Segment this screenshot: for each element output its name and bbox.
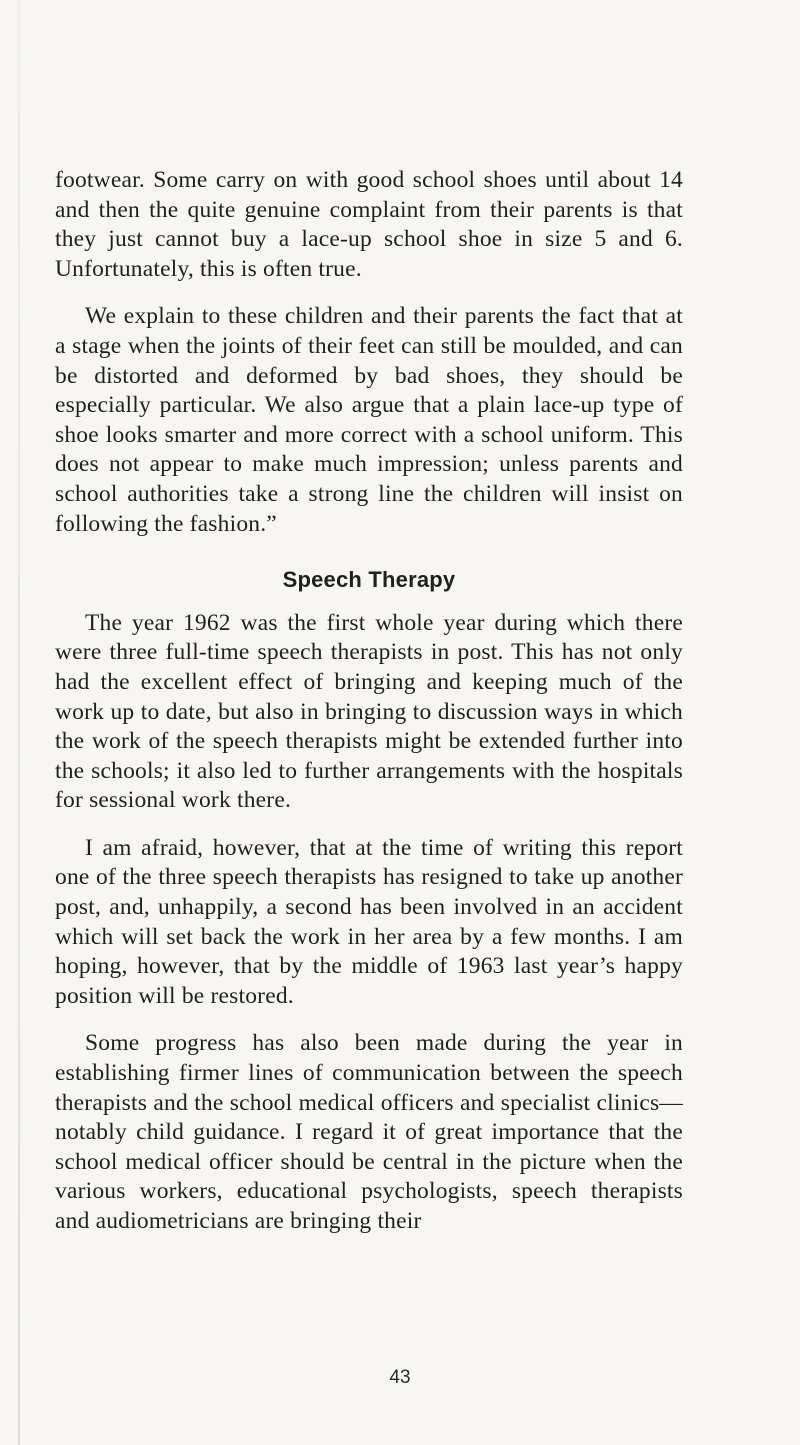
paragraph-gap [55, 284, 683, 302]
section-heading: Speech Therapy [282, 567, 456, 593]
paragraph-3: The year 1962 was the first whole year during which there were three full-time speech therapists in post. This has not only had the excellent effect of bringing and keeping much of the work up to date, but also in bringing to discussion ways in which the work of the speech therapists might be extended further into the schools; it also led to further arrangements with the hospitals for sessional work there. [55, 609, 683, 814]
document-body [55, 166, 683, 1237]
paragraph-gap [55, 1011, 683, 1029]
page-number: 43 [389, 1367, 411, 1388]
paragraph-4: I am afraid, however, that at the time of writing this report one of the three speech therapists has resigned to take up another post, and, unhappily, a second has been involved in an accident which will set back the work in her area by a few months. I am hoping, however, that by the middle of 1963 last year’s happy position will be restored. [55, 834, 683, 1009]
paragraph-1: footwear. Some carry on with good school shoes until about 14 and then the quite genuine complaint from their parents is that they just cannot buy a lace-up school shoe in size 5 and 6. Unfortunately, this is often true. [55, 167, 683, 282]
page-edge-shadow [18, 0, 20, 1445]
paragraph-2: We explain to these children and their parents the fact that at a stage when the joints of their feet can still be moulded, and can be distorted and deformed by bad shoes, they should be especially particular. We also argue that a plain lace-up type of shoe looks smarter and more correct with a school uniform. This does not appear to make much impression; unless parents and school authorities take a strong line the children will insist on following the fashion.” [55, 303, 683, 537]
paragraph-5: Some progress has also been made during the year in establishing firmer lines of communication between the speech therapists and the school medical officers and specialist clinics—notably child guidance. I regard it of great importance that the school medical officer should be central in the picture when the various workers, educational psychologists, speech therapists and audiometricians are bringing their [55, 1030, 683, 1234]
paragraph-gap [55, 816, 683, 834]
